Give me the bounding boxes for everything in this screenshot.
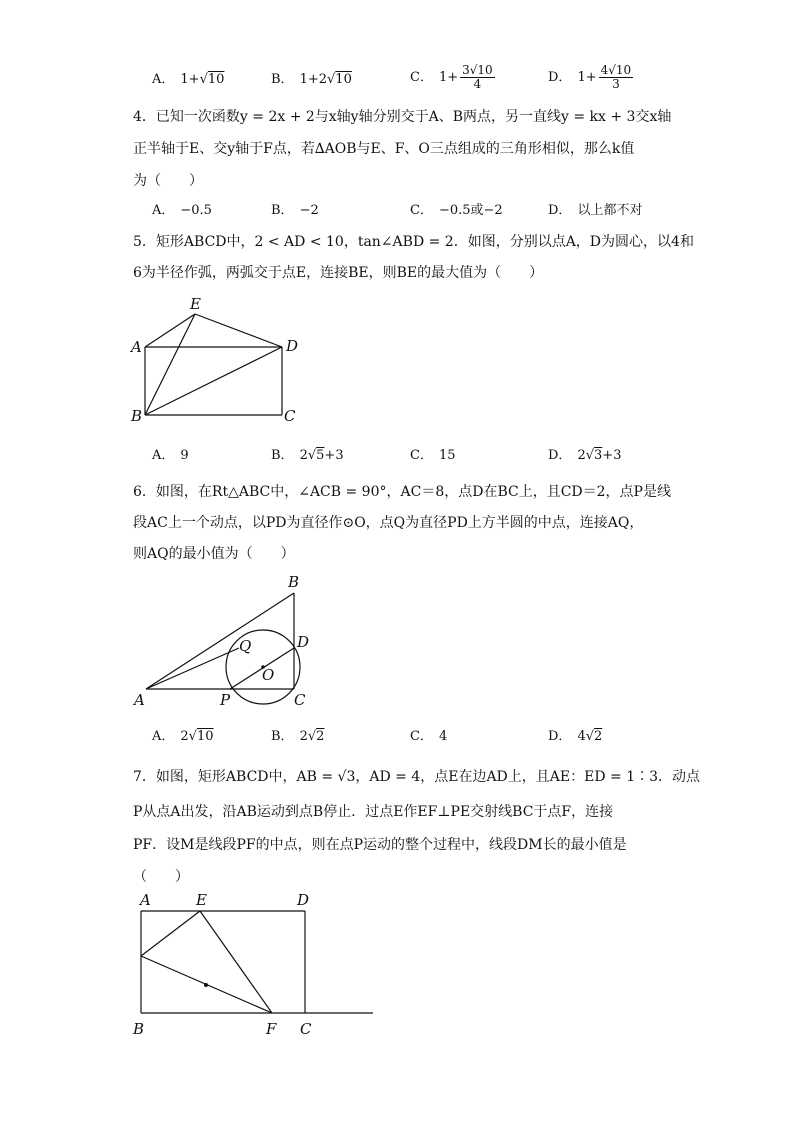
label-d: D xyxy=(297,891,310,909)
segment-ed xyxy=(195,314,282,347)
q7-stem-line-4: （ ） xyxy=(133,869,189,885)
label-b: B xyxy=(288,573,300,591)
label-c: C xyxy=(300,1020,312,1038)
q6-stem-line-1: 6．如图，在Rt△ABC中，∠ACB = 90°，AC＝8，点D在BC上，且CD＝2，点P是线 xyxy=(133,484,671,500)
midpoint-m-dot xyxy=(204,983,208,987)
q6-triangle-circle-figure xyxy=(128,570,328,712)
q3-option-c[interactable]: C． 1+ $\frac{3√10}{4}$ xyxy=(410,63,493,91)
q6-stem-line-3: 则AQ的最小值为（ ） xyxy=(133,546,295,562)
q5-stem-line-1: 5．矩形ABCD中，2 < AD < 10，tan∠ABD = 2．如图，分别以点A，D为圆心，以4和 xyxy=(133,234,694,250)
q6-option-c[interactable]: C． 4 xyxy=(410,729,448,744)
label-c: C xyxy=(284,407,296,425)
label-b: B xyxy=(131,407,143,425)
q3-option-a[interactable]: A． 1+√10 xyxy=(152,72,225,87)
label-e: E xyxy=(190,295,201,313)
q4-option-d[interactable]: D． 以上都不对 xyxy=(548,203,643,218)
q4-option-c[interactable]: C． −0.5或−2 xyxy=(410,203,503,218)
label-o: O xyxy=(262,666,275,684)
q3-option-b[interactable]: B． 1+2√10 xyxy=(271,72,352,87)
q6-options xyxy=(152,727,712,755)
q6-option-b[interactable]: B． 2√2 xyxy=(271,729,325,744)
label-e: E xyxy=(196,891,207,909)
fraction: $\frac{3√10}{4}$ xyxy=(462,63,493,91)
q7-rectangle-figure xyxy=(128,890,378,1040)
q6-option-d[interactable]: D． 4√2 xyxy=(548,729,603,744)
segment-bd xyxy=(145,347,282,415)
label-c: C xyxy=(294,691,306,709)
q7-stem-line-3: PF．设M是线段PF的中点，则在点P运动的整个过程中，线段DM长的最小值是 xyxy=(133,837,627,853)
q5-option-b[interactable]: B． 2√5+3 xyxy=(271,448,344,463)
q5-options xyxy=(152,446,712,474)
q4-option-b[interactable]: B． −2 xyxy=(271,203,319,218)
q4-options xyxy=(152,201,712,229)
label-d: D xyxy=(286,337,299,355)
segment-pe xyxy=(141,911,200,956)
q5-option-c[interactable]: C． 15 xyxy=(410,448,456,463)
label-f: F xyxy=(266,1020,277,1038)
q7-stem-line-2: P从点A出发，沿AB运动到点B停止．过点E作EF⊥PE交射线BC于点F，连接 xyxy=(133,804,614,820)
q4-option-a[interactable]: A． −0.5 xyxy=(152,203,212,218)
q5-option-d[interactable]: D． 2√3+3 xyxy=(548,448,622,463)
q6-option-a[interactable]: A． 2√10 xyxy=(152,729,214,744)
label-a: A xyxy=(140,891,151,909)
q6-stem-line-2: 段AC上一个动点，以PD为直径作⊙O，点Q为直径PD上方半圆的中点，连接AQ， xyxy=(133,515,644,531)
label-a: A xyxy=(131,338,142,356)
q7-stem-line-1: 7．如图，矩形ABCD中，AB = √3，AD = 4，点E在边AD上，且AE：ED = 1∶3．动点 xyxy=(133,769,701,785)
q3-option-d[interactable]: D． 1+ $\frac{4√10}{3}$ xyxy=(548,63,632,91)
segment-be xyxy=(145,314,195,415)
q4-stem-line-2: 正半轴于E、交y轴于F点，若∆AOB与E、F、O三点组成的三角形相似，那么k值 xyxy=(133,141,635,157)
q3-options xyxy=(152,63,712,98)
segment-aq xyxy=(146,648,239,689)
label-q: Q xyxy=(239,637,252,655)
label-b: B xyxy=(133,1020,145,1038)
q5-rectangle-figure xyxy=(125,290,315,430)
fraction: $\frac{4√10}{3}$ xyxy=(600,63,632,91)
q5-stem-line-2: 6为半径作弧，两弧交于点E，连接BE，则BE的最大值为（ ） xyxy=(133,265,544,281)
label-a: A xyxy=(134,691,145,709)
q4-stem-line-3: 为（ ） xyxy=(133,173,203,189)
q4-stem-line-1: 4．已知一次函数y = 2x + 2与x轴y轴分别交于A、B两点，另一直线y = kx + 3交x轴 xyxy=(133,109,672,125)
label-p: P xyxy=(220,691,231,709)
q5-option-a[interactable]: A． 9 xyxy=(152,448,189,463)
label-d: D xyxy=(297,633,310,651)
